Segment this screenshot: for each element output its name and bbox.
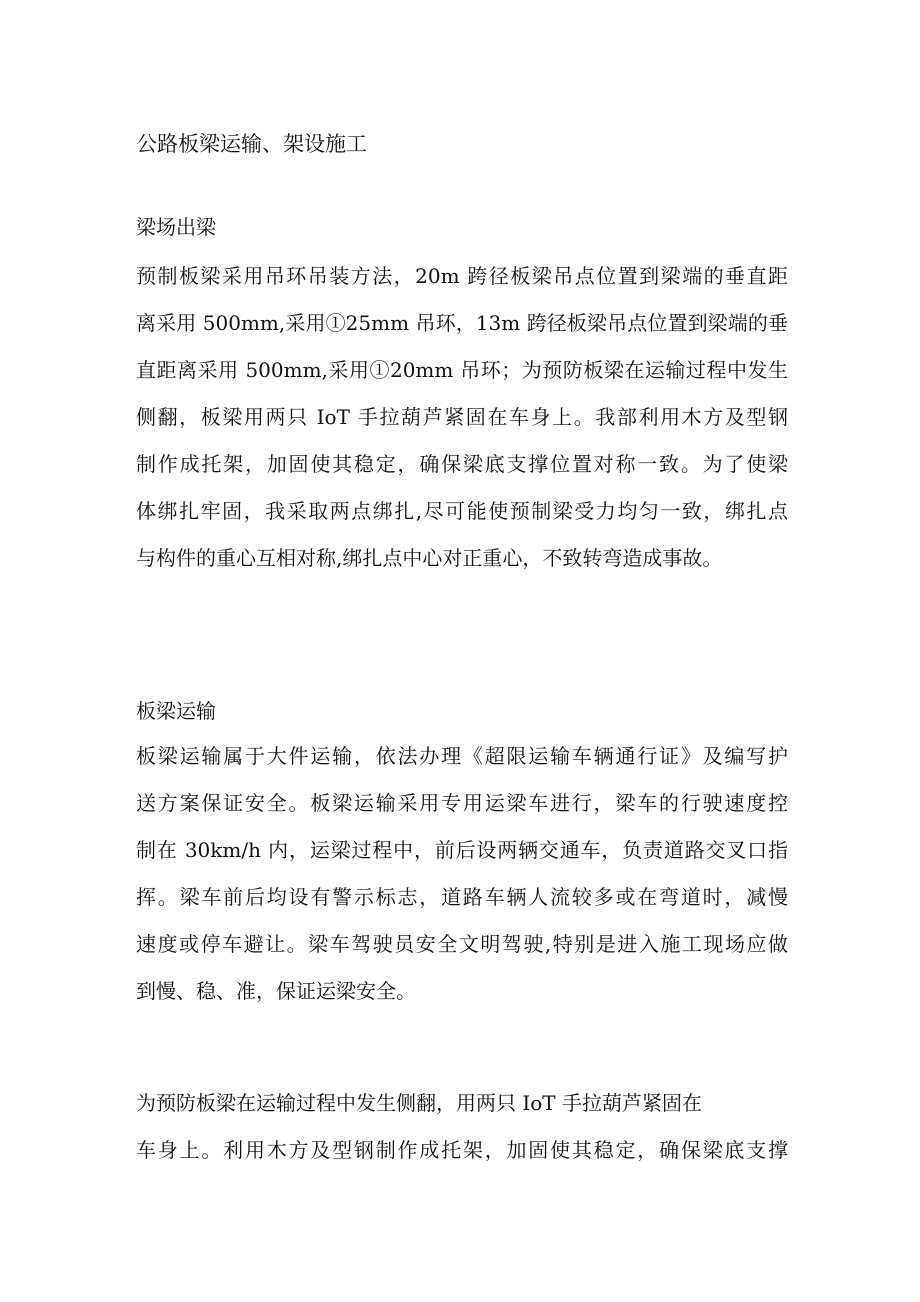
document-title: 公路板梁运输、架设施工 — [136, 132, 367, 156]
paragraph-line: 板梁运输属于大件运输，依法办理《超限运输车辆通行证》及编写护 — [136, 744, 788, 768]
paragraph-line: 车身上。利用木方及型钢制作成托架，加固使其稳定，确保梁底支撑 — [136, 1138, 788, 1162]
paragraph-line: 预制板梁采用吊环吊装方法，20m 跨径板梁吊点位置到梁端的垂直距 — [136, 264, 788, 288]
paragraph-line: 速度或停车避让。梁车驾驶员安全文明驾驶,特别是进入施工现场应做 — [136, 932, 788, 956]
section-heading-beam-transport: 板梁运输 — [136, 699, 216, 723]
paragraph-line: 为预防板梁在运输过程中发生侧翻，用两只 IoT 手拉葫芦紧固在 — [136, 1091, 702, 1115]
paragraph-line: 挥。梁车前后均设有警示标志，道路车辆人流较多或在弯道时，减慢 — [136, 885, 788, 909]
paragraph-line: 制作成托架，加固使其稳定，确保梁底支撑位置对称一致。为了使梁 — [136, 452, 788, 476]
paragraph-line: 离采用 500mm,采用①25mm 吊环，13m 跨径板梁吊点位置到梁端的垂 — [136, 311, 788, 335]
paragraph-line: 与构件的重心互相对称,绑扎点中心对正重心，不致转弯造成事故。 — [136, 546, 723, 570]
paragraph-line: 送方案保证安全。板梁运输采用专用运梁车进行，梁车的行驶速度控 — [136, 791, 788, 815]
section-paragraph-beam-yard — [136, 253, 788, 582]
paragraph-line: 体绑扎牢固，我采取两点绑扎,尽可能使预制梁受力均匀一致，绑扎点 — [136, 499, 788, 523]
section-paragraph-anti-rollover — [136, 1080, 788, 1174]
paragraph-line: 直距离采用 500mm,采用①20mm 吊环；为预防板梁在运输过程中发生 — [136, 358, 788, 382]
paragraph-line: 侧翻，板梁用两只 IoT 手拉葫芦紧固在车身上。我部利用木方及型钢 — [136, 405, 788, 429]
paragraph-line: 制在 30km/h 内，运梁过程中，前后设两辆交通车，负责道路交叉口指 — [136, 838, 788, 862]
section-paragraph-beam-transport — [136, 733, 788, 1015]
section-heading-beam-yard: 梁场出梁 — [136, 215, 216, 239]
paragraph-line: 到慢、稳、准，保证运梁安全。 — [136, 979, 416, 1003]
